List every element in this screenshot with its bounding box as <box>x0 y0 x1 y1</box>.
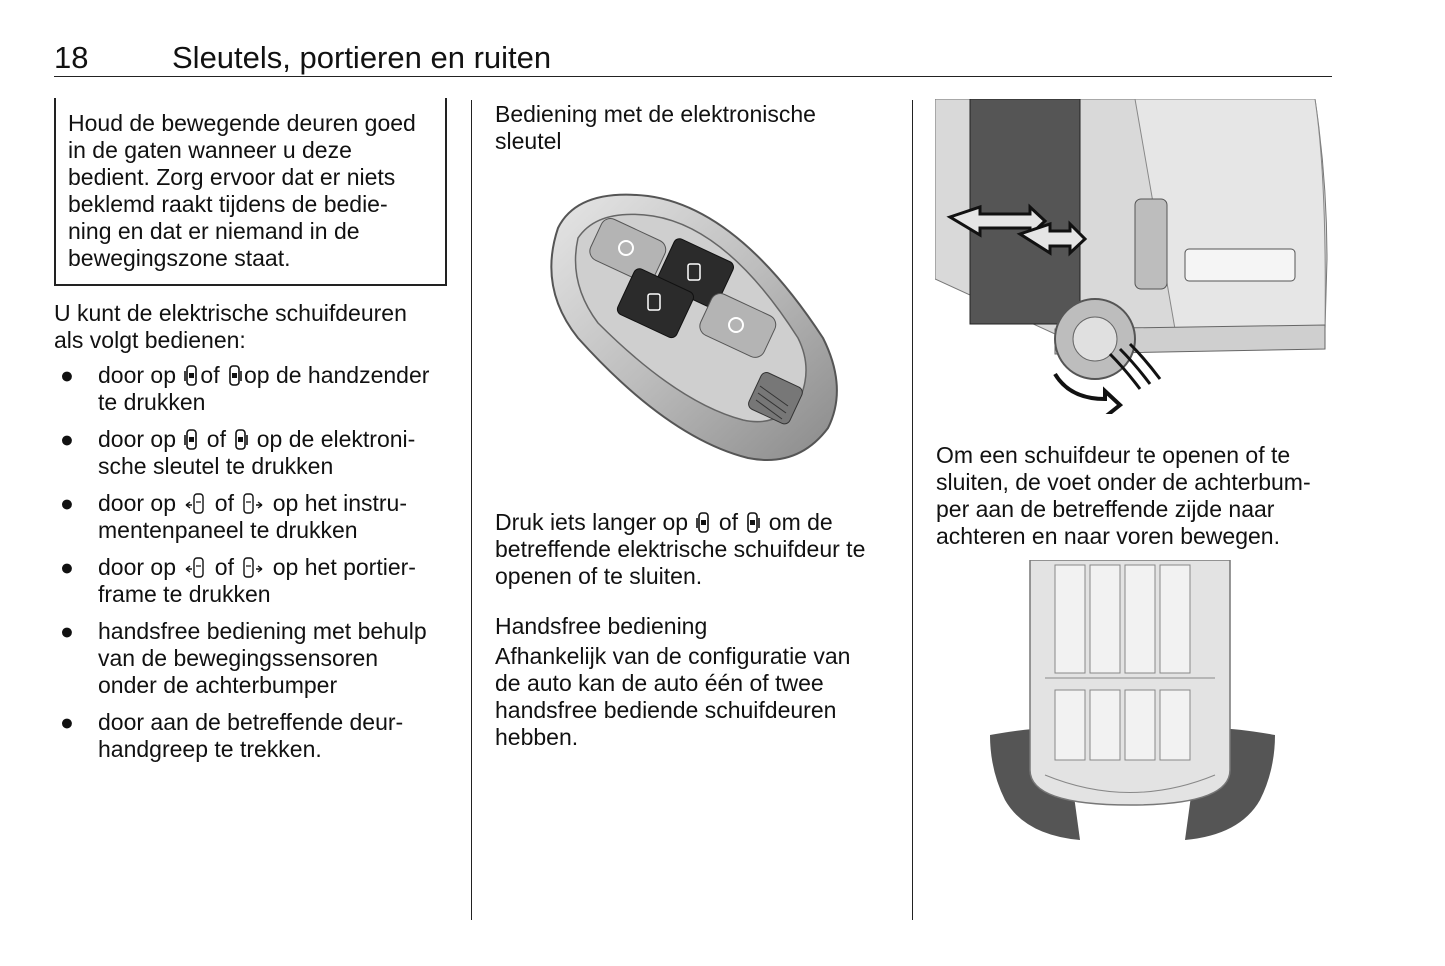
header-rule <box>54 76 1332 77</box>
paragraph-text: of <box>718 509 739 535</box>
paragraph-text: openen of te sluiten. <box>495 563 703 589</box>
door-right-icon <box>234 429 248 451</box>
paragraph-text: per aan de betreffende zijde naar <box>936 496 1275 522</box>
bullet-text: of <box>206 426 226 452</box>
bullet-text: handsfree bediening met behulp <box>98 618 427 644</box>
bullet: ● <box>60 709 74 735</box>
paragraph-text: hebben. <box>495 724 579 750</box>
intro-line: U kunt de elektrische schuifdeuren <box>54 300 407 326</box>
bullet-text: door op <box>98 554 177 580</box>
bullet-text: door op <box>98 362 177 388</box>
key-fob-illustration <box>538 188 848 468</box>
warning-line: bewegingszone staat. <box>68 245 291 271</box>
panel-door-left-icon <box>184 493 206 515</box>
bullet-text: te drukken <box>98 389 206 415</box>
column-divider-2 <box>912 100 913 920</box>
bullet-text: op het portier- <box>272 554 416 580</box>
bullet-text: mentenpaneel te drukken <box>98 517 358 543</box>
bullet: ● <box>60 426 74 452</box>
warning-line: bedient. Zorg ervoor dat er niets <box>68 164 396 190</box>
door-right-icon <box>746 512 760 534</box>
warning-line: ning en dat er niemand in de <box>68 218 360 244</box>
list-item <box>54 490 454 544</box>
bullet-text: frame te drukken <box>98 581 271 607</box>
bullet-text: van de bewegingssensoren <box>98 645 379 671</box>
bullet-text: of <box>214 554 234 580</box>
bullet: ● <box>60 490 74 516</box>
bullet-text: door op <box>98 426 177 452</box>
bullet-list <box>54 362 454 773</box>
paragraph-text: handsfree bediende schuifdeuren <box>495 697 837 723</box>
page-number: 18 <box>54 40 89 75</box>
intro-line: als volgt bedienen: <box>54 327 246 353</box>
bullet-text: handgreep te trekken. <box>98 736 322 762</box>
intro-paragraph <box>54 300 454 354</box>
list-item <box>54 554 454 608</box>
paragraph-text: om de <box>768 509 833 535</box>
van-top-view-illustration <box>985 560 1280 850</box>
page-title: Sleutels, portieren en ruiten <box>172 40 552 75</box>
list-item <box>54 426 454 480</box>
column-divider-1 <box>471 100 472 920</box>
list-item <box>54 709 454 763</box>
bullet-text: door op <box>98 490 177 516</box>
door-left-icon <box>696 512 710 534</box>
section-heading <box>495 101 875 155</box>
paragraph-text: sluiten, de voet onder de achterbum- <box>936 469 1311 495</box>
bullet: ● <box>60 362 74 388</box>
panel-door-right-icon <box>242 557 264 579</box>
paragraph-text: betreffende elektrische schuifdeur te <box>495 536 866 562</box>
paragraph-text: Druk iets langer op <box>495 509 689 535</box>
list-item <box>54 362 454 416</box>
paragraph-text: Om een schuifdeur te openen of te <box>936 442 1291 468</box>
panel-door-left-icon <box>184 557 206 579</box>
bullet-text: of <box>214 490 234 516</box>
warning-box <box>54 98 447 286</box>
paragraph-text: achteren en naar voren bewegen. <box>936 523 1280 549</box>
bullet: ● <box>60 554 74 580</box>
heading-line: Bediening met de elektronische <box>495 101 816 127</box>
van-rear-illustration <box>935 99 1330 414</box>
paragraph-text: Afhankelijk van de configuratie van <box>495 643 851 669</box>
paragraph-text: de auto kan de auto één of twee <box>495 670 824 696</box>
heading-line: sleutel <box>495 128 562 154</box>
paragraph <box>495 509 895 590</box>
bullet-text: op de elektroni- <box>256 426 416 452</box>
warning-line: Houd de bewegende deuren goed <box>68 110 416 136</box>
paragraph <box>936 442 1336 550</box>
door-left-icon <box>184 365 198 387</box>
bullet-text: door aan de betreffende deur- <box>98 709 404 735</box>
section-heading: Handsfree bediening <box>495 613 708 639</box>
bullet: ● <box>60 618 74 644</box>
bullet-text: of <box>200 362 220 388</box>
warning-line: beklemd raakt tijdens de bedie- <box>68 191 388 217</box>
panel-door-right-icon <box>242 493 264 515</box>
door-left-icon <box>184 429 198 451</box>
list-item <box>54 618 454 699</box>
door-right-icon <box>228 365 242 387</box>
warning-line: in de gaten wanneer u deze <box>68 137 352 163</box>
bullet-text: op de handzender <box>243 362 430 388</box>
paragraph <box>495 643 895 751</box>
bullet-text: onder de achterbumper <box>98 672 338 698</box>
bullet-text: sche sleutel te drukken <box>98 453 334 479</box>
bullet-text: op het instru- <box>272 490 408 516</box>
